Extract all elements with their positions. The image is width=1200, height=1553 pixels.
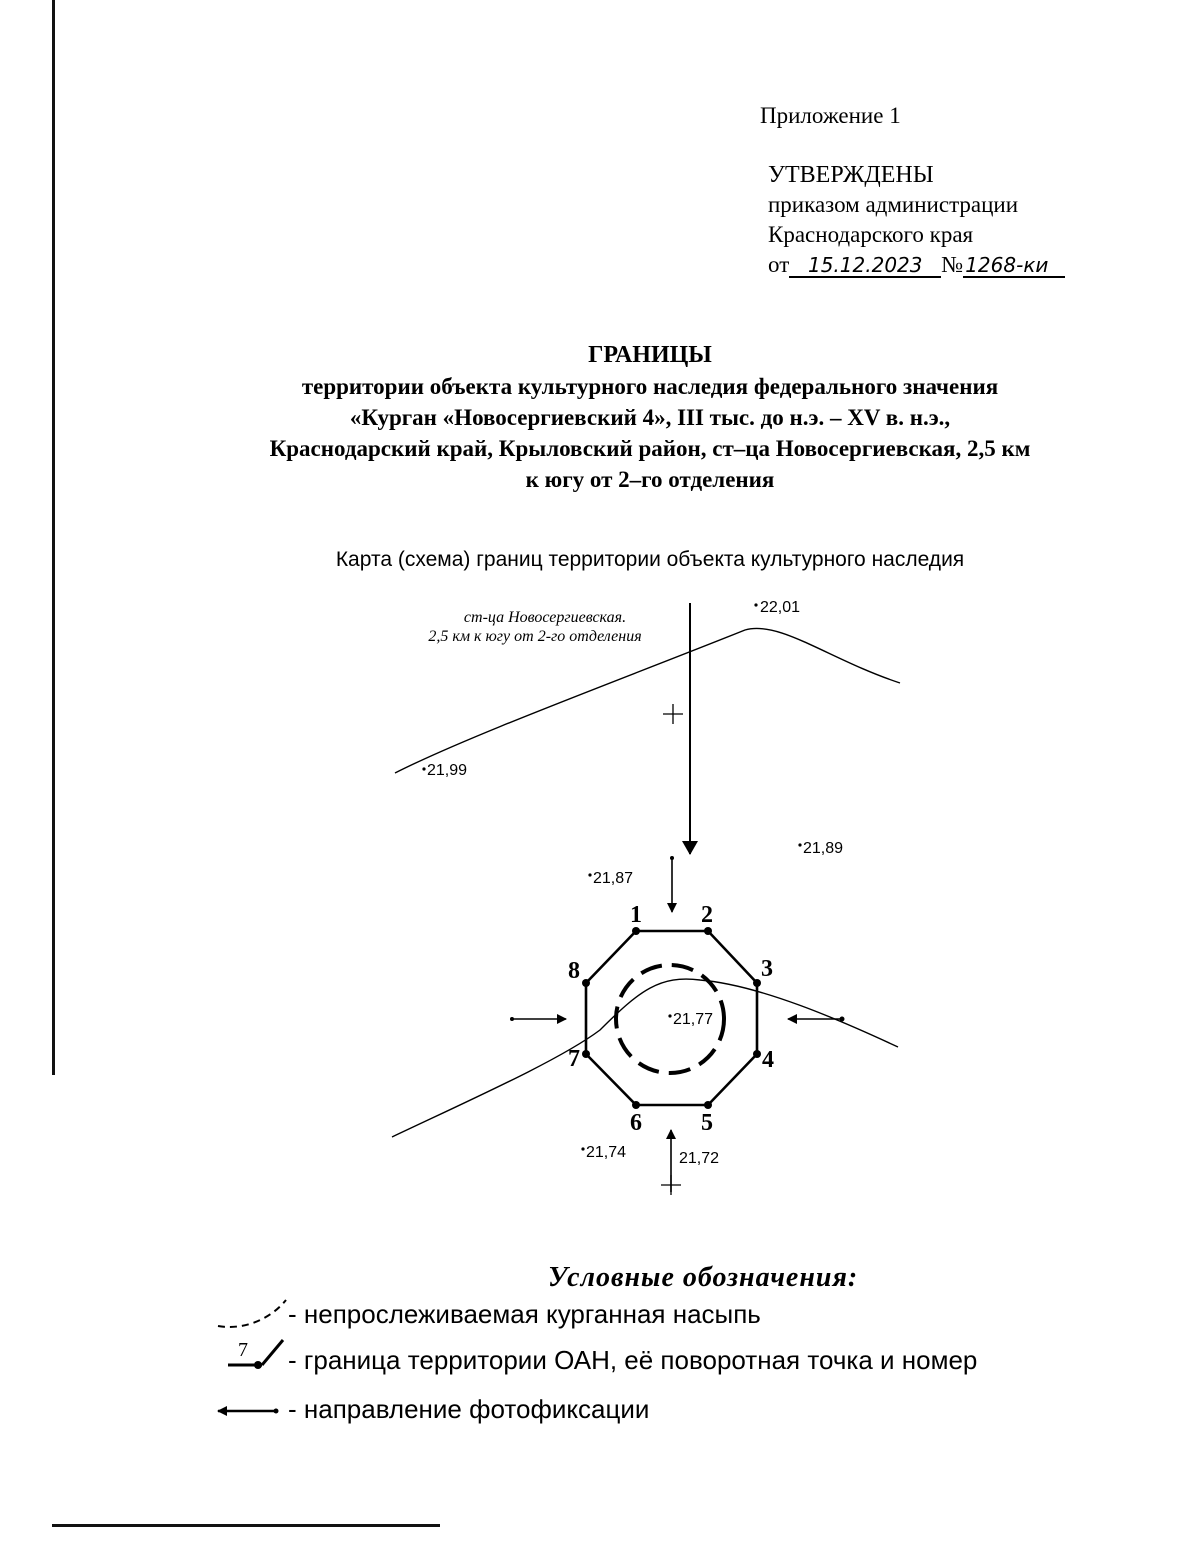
legend-item-direction: - направление фотофиксации [288,1394,650,1424]
vertex-2 [704,927,712,935]
title-main: ГРАНИЦЫ [588,342,712,368]
title-line-2: «Курган «Новосергиевский 4», III тыс. до н.э. – XV в. н.э., [349,405,951,430]
vertex-8 [582,979,590,987]
elevation-21-77: 21,77 [673,1011,714,1028]
footnote-rule [52,1524,440,1527]
dashed-mound-icon [218,1300,286,1327]
order-line-1: приказом администрации [768,192,1019,217]
vertex-7 [582,1050,590,1058]
title-line-4: к югу от 2–го отделения [525,467,775,492]
order-line-2: Краснодарского края [768,222,974,247]
appendix-label: Приложение 1 [760,103,901,128]
plus-marker-top [663,704,683,724]
approved-heading: УТВЕРЖДЕНЫ [768,162,934,188]
vertex-3 [753,979,761,987]
order-date: 15.12.2023 [789,254,941,278]
elevation-21-74: 21,74 [586,1144,627,1161]
legend-item-mound: - непрослеживаемая курганная насыпь [288,1299,761,1329]
point-label-8: 8 [568,958,580,984]
elevation-22-01: 22,01 [760,599,801,616]
point-label-2: 2 [701,902,713,928]
boundary-vertices [582,927,761,1109]
vertex-6 [632,1101,640,1109]
date-prefix: от [768,252,790,277]
point-label-7: 7 [568,1046,580,1072]
vertex-4 [753,1050,761,1058]
elevation-21-87: 21,87 [593,870,634,887]
boundary-point-icon [228,1339,283,1369]
elevation-21-99: 21,99 [427,762,468,779]
point-label-5: 5 [701,1110,713,1136]
elevation-21-72: 21,72 [679,1150,720,1167]
elevation-21-89: 21,89 [803,840,844,857]
point-label-3: 3 [761,956,773,982]
point-label-1: 1 [630,902,642,928]
title-line-1: территории объекта культурного наследия федерального значения [301,374,999,399]
upper-contour-line [395,628,900,773]
point-label-6: 6 [630,1110,642,1136]
number-prefix: № [941,252,964,277]
svg-text:7: 7 [238,1339,248,1361]
location-line-2: 2,5 км к югу от 2-го отделения [428,628,642,645]
legend-item-boundary: - граница территории ОАН, её поворотная точка и номер [288,1345,978,1375]
legend-title: Условные обозначения: [548,1262,859,1293]
order-number: 1268-ки [963,254,1065,278]
vertex-5 [704,1101,712,1109]
arrow-icon [218,1409,279,1414]
vertex-1 [632,927,640,935]
title-line-3: Краснодарский край, Крыловский район, ст–ца Новосергиевская, 2,5 км [269,436,1031,461]
map-caption: Карта (схема) границ территории объекта культурного наследия [335,548,965,571]
location-line-1: ст-ца Новосергиевская. [463,609,627,626]
lower-contour-line [392,979,898,1137]
point-label-4: 4 [762,1047,774,1073]
